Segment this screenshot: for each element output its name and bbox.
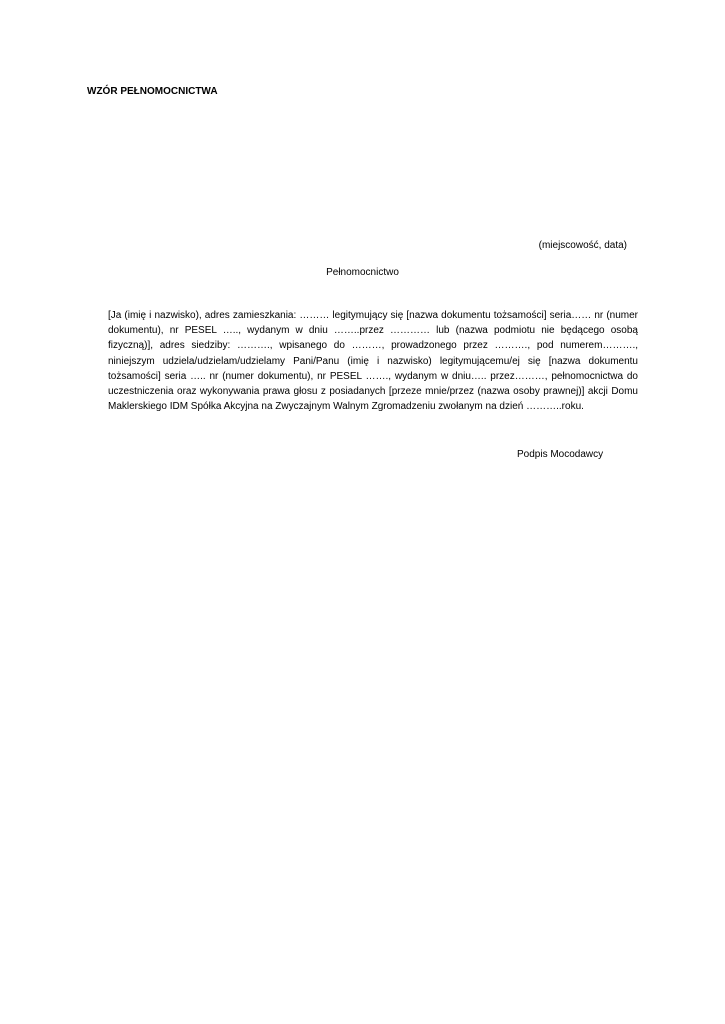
place-date-placeholder: (miejscowość, data) xyxy=(538,240,627,251)
signature-label: Podpis Mocodawcy xyxy=(517,449,604,460)
document-title: Pełnomocnictwo xyxy=(326,267,399,278)
page-title: WZÓR PEŁNOMOCNICTWA xyxy=(87,86,218,97)
power-of-attorney-body: [Ja (imię i nazwisko), adres zamieszkania: ……… legitymujący się [nazwa dokumentu tożsamości] seria…… nr (numer dokumentu), nr PESEL ….., wydanym w dniu ……..przez ………… lub (nazwa podmiotu nie będącego osobą fizyczną)], adres siedziby: ………., wpisanego do ………, prowadzonego przez ………., pod numerem………., niniejszym udziela/udzielam/udzielamy Pani/Panu (imię i nazwisko) legitymującemu/ej się [nazwa dokumentu tożsamości] seria ….. nr (numer dokumentu), nr PESEL ……., wydanym w dniu….. przez………, pełnomocnictwa do uczestniczenia oraz wykonywania prawa głosu z posiadanych [przeze mnie/przez (nazwa osoby prawnej)] akcji Domu Maklerskiego IDM Spółka Akcyjna na Zwyczajnym Walnym Zgromadzeniu zwołanym na dzień ………..roku. xyxy=(108,310,638,413)
